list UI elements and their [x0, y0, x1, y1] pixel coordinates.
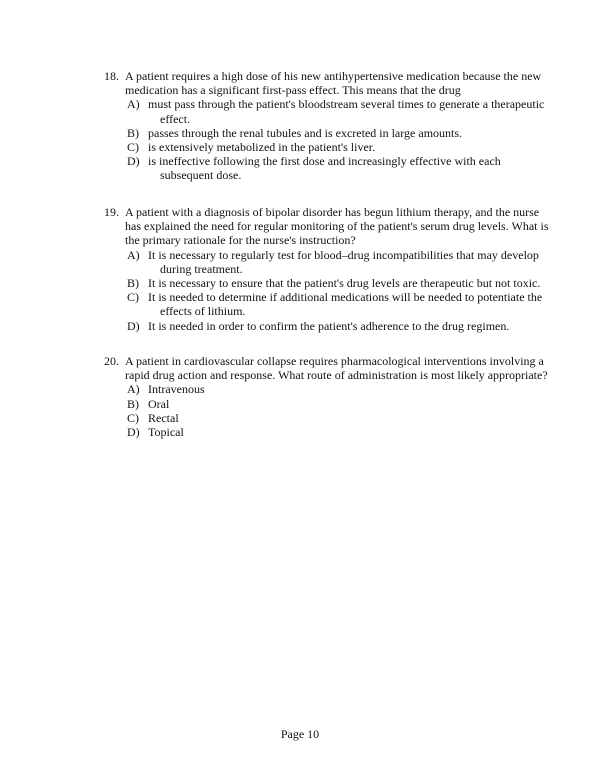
- option-a-continuation: during treatment.: [160, 261, 243, 276]
- option-text: passes through the renal tubules and is excreted in large amounts.: [148, 125, 463, 140]
- option-c: [104, 290, 549, 304]
- option-letter: A): [127, 97, 140, 112]
- option-a: [104, 97, 544, 111]
- option-a: [104, 248, 549, 262]
- option-text: It is necessary to regularly test for blood–drug incompatibilities that may develop: [148, 247, 539, 262]
- option-d: [104, 154, 544, 168]
- question-stem-line: [104, 205, 549, 219]
- option-c-continuation: effects of lithium.: [160, 304, 246, 319]
- option-d: [104, 425, 548, 439]
- question-stem-line: rapid drug action and response. What route of administration is most likely appropriate?: [125, 368, 548, 383]
- option-letter: A): [127, 247, 140, 262]
- option-letter: D): [127, 318, 140, 333]
- question-20: [104, 354, 548, 439]
- question-stem-line: has explained the need for regular monitoring of the patient's serum drug levels. What is: [125, 219, 549, 234]
- option-b: [104, 397, 548, 411]
- question-stem-line: [104, 354, 548, 368]
- option-text: Rectal: [148, 410, 179, 425]
- option-a-continuation: effect.: [160, 111, 191, 126]
- page-number: Page 10: [280, 727, 320, 741]
- question-stem-text: A patient in cardiovascular collapse requires pharmacological interventions involving a: [125, 354, 544, 368]
- option-text: Intravenous: [148, 382, 205, 397]
- option-b: [104, 276, 549, 290]
- option-c: [104, 140, 544, 154]
- option-letter: B): [127, 125, 139, 140]
- question-stem-text: A patient requires a high dose of his new antihypertensive medication because the new: [125, 69, 542, 83]
- option-text: It is needed to determine if additional medications will be needed to potentiate the: [148, 290, 543, 305]
- option-c: [104, 411, 548, 425]
- option-text: must pass through the patient's bloodstream several times to generate a therapeutic: [148, 97, 545, 112]
- option-text: It is needed in order to confirm the patient's adherence to the drug regimen.: [148, 318, 510, 333]
- option-letter: C): [127, 290, 139, 305]
- option-letter: B): [127, 396, 139, 411]
- option-text: Topical: [148, 424, 184, 439]
- option-text: is extensively metabolized in the patient's liver.: [148, 139, 376, 154]
- option-letter: A): [127, 382, 140, 397]
- option-d-continuation: subsequent dose.: [160, 168, 242, 183]
- option-a: [104, 382, 548, 396]
- question-stem-line: [104, 69, 544, 83]
- question-stem-text: A patient with a diagnosis of bipolar disorder has begun lithium therapy, and the nurse: [125, 205, 540, 219]
- option-b: [104, 126, 544, 140]
- question-number: 18.: [104, 69, 119, 83]
- question-19: [104, 205, 549, 333]
- option-letter: B): [127, 275, 139, 290]
- question-number: 20.: [104, 354, 119, 368]
- option-letter: C): [127, 139, 139, 154]
- option-letter: C): [127, 410, 139, 425]
- question-number: 19.: [104, 205, 119, 219]
- question-18: [104, 69, 544, 183]
- question-stem-line: medication has a significant first-pass effect. This means that the drug: [125, 83, 461, 98]
- option-letter: D): [127, 424, 140, 439]
- option-text: It is necessary to ensure that the patient's drug levels are therapeutic but not toxic.: [148, 275, 541, 290]
- option-text: is ineffective following the first dose and increasingly effective with each: [148, 154, 501, 169]
- option-text: Oral: [148, 396, 170, 411]
- question-stem-line: the primary rationale for the nurse's instruction?: [125, 233, 356, 248]
- option-d: [104, 319, 549, 333]
- option-letter: D): [127, 154, 140, 169]
